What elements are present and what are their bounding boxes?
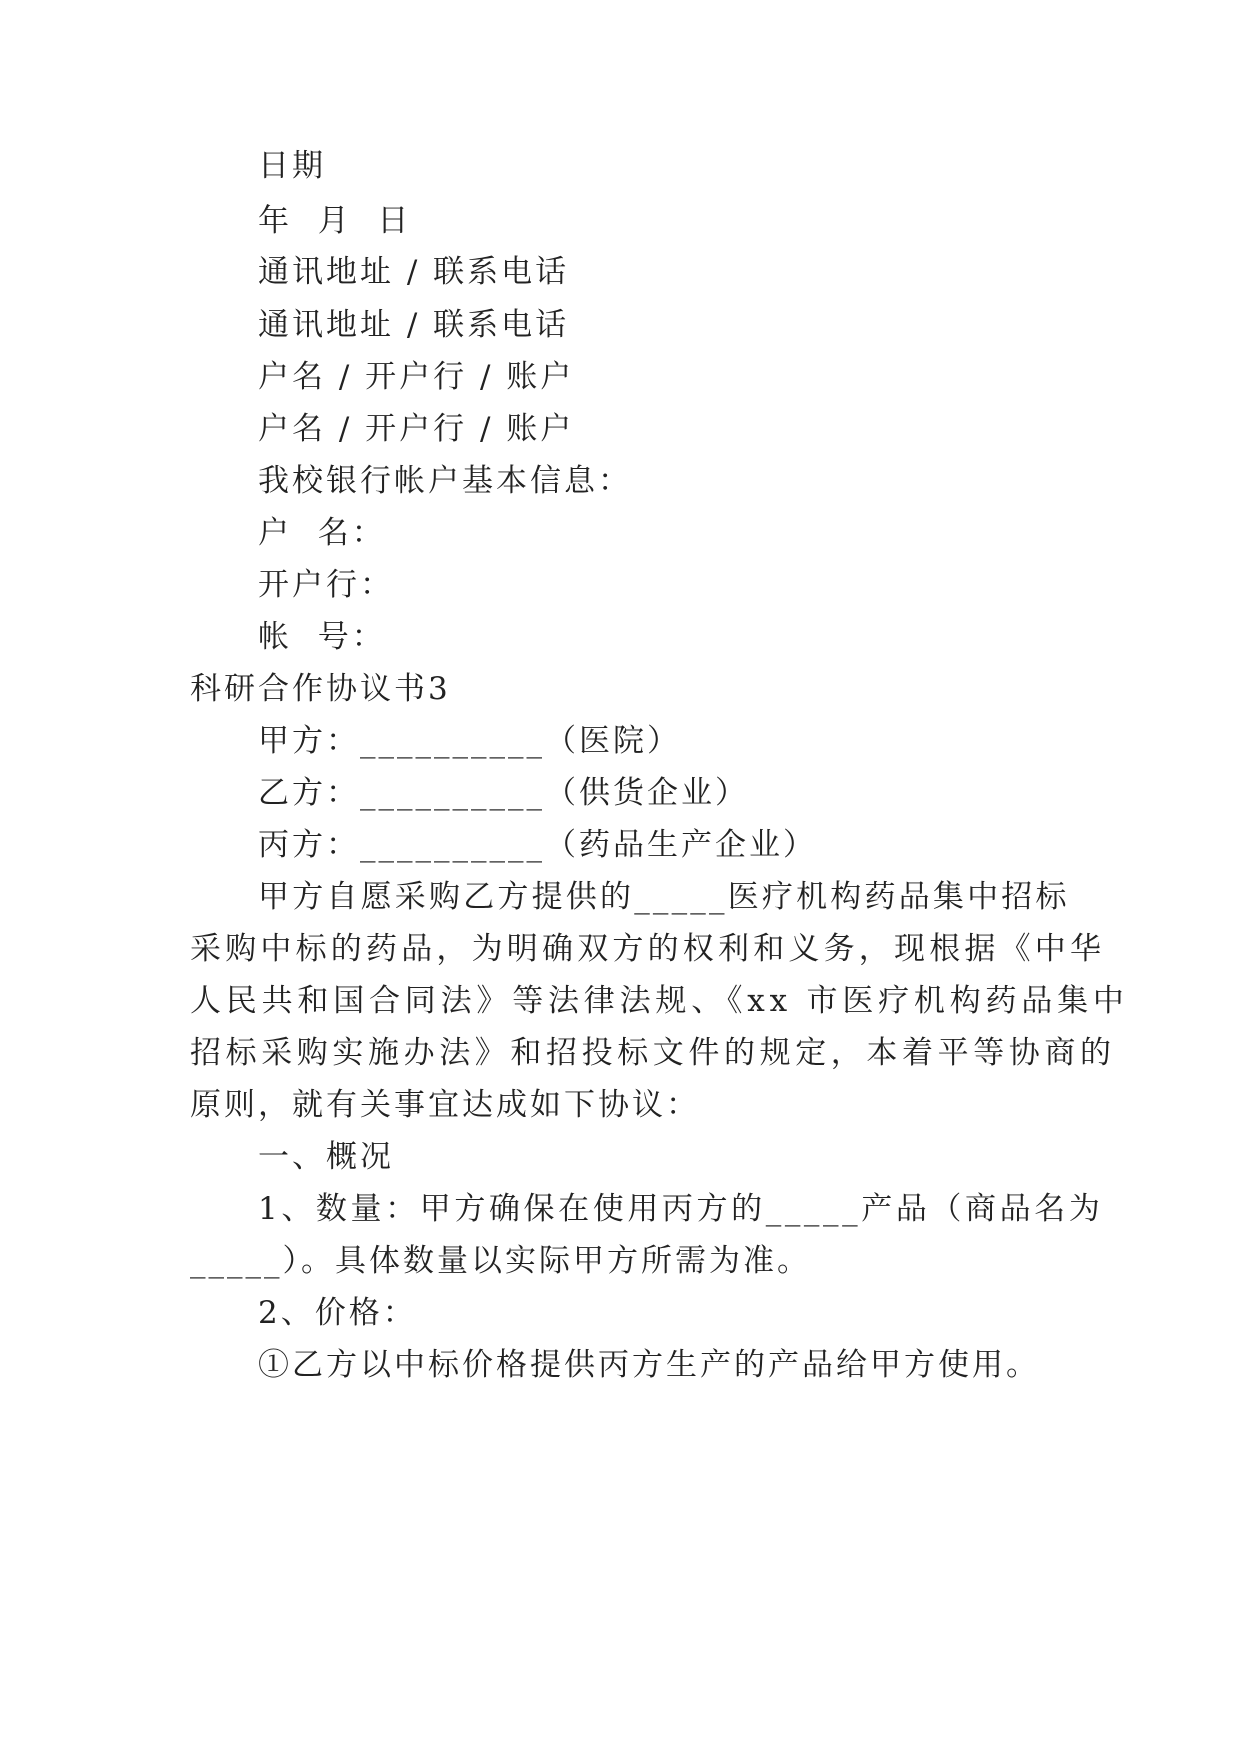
account-line: 户名 / 开户行 / 账户 [258,411,575,447]
account-number-label: 帐 号： [258,619,386,655]
section-heading: 一、概况 [258,1139,394,1175]
paragraph-line: 招标采购实施办法》和招投标文件的规定，本着平等协商的 [190,1035,1116,1071]
paragraph-line: 原则，就有关事宜达成如下协议： [190,1087,700,1123]
date-label: 日期 [258,148,326,184]
bank-info-label: 我校银行帐户基本信息： [258,463,632,499]
paragraph-line: _____）。具体数量以实际甲方所需为准。 [190,1243,811,1279]
price-clause-item: ①乙方以中标价格提供丙方生产的产品给甲方使用。 [258,1347,1040,1383]
bank-name-label: 开户行： [258,567,394,603]
date-fields: 年 月 日 [258,203,412,239]
address-phone-line: 通讯地址 / 联系电话 [258,254,570,290]
paragraph-line: 采购中标的药品，为明确双方的权利和义务，现根据《中华 [190,931,1106,967]
party-c-line: 丙方：__________（药品生产企业） [258,827,817,863]
price-clause-label: 2、价格： [258,1295,417,1331]
address-phone-line: 通讯地址 / 联系电话 [258,307,570,343]
paragraph-line: 人民共和国合同法》等法律法规、《xx 市医疗机构药品集中 [190,983,1129,1019]
party-a-line: 甲方：__________（医院） [258,723,681,759]
paragraph-line: 1、数量：甲方确保在使用丙方的_____产品（商品名为 [258,1191,1104,1227]
party-b-line: 乙方：__________（供货企业） [258,775,749,811]
account-line: 户名 / 开户行 / 账户 [258,359,575,395]
document-heading: 科研合作协议书3 [190,671,451,707]
account-name-label: 户 名： [258,515,386,551]
paragraph-line: 甲方自愿采购乙方提供的_____医疗机构药品集中招标 [258,879,1070,915]
